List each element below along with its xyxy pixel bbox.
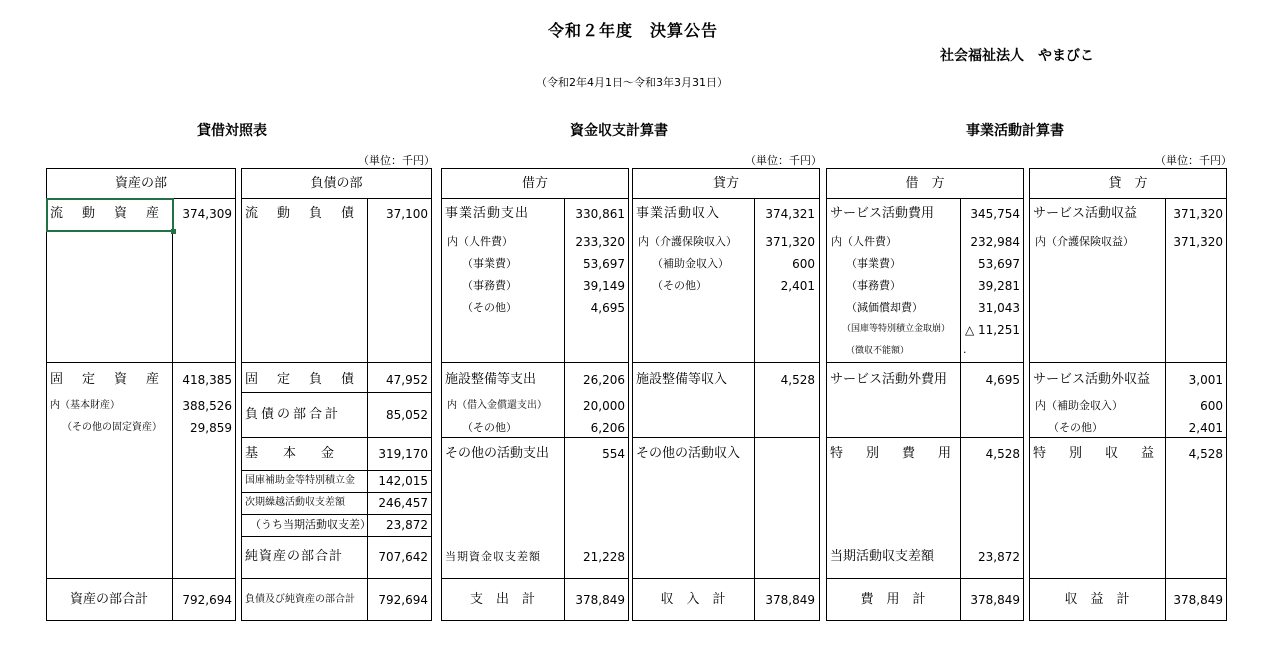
pl-revenue-total-value: 378,849 xyxy=(1173,593,1223,607)
basic-fund-label: 基 本 金 xyxy=(245,446,341,461)
assets-total-label: 資産の部合計 xyxy=(69,592,148,607)
other-expenditure-label: その他の活動支出 xyxy=(445,446,550,461)
non-service-revenue-value: 3,001 xyxy=(1188,373,1223,387)
cf-debit-header: 借方 xyxy=(521,176,548,191)
service-revenue-label: サービス活動収益 xyxy=(1033,206,1138,221)
carryover-value: 246,457 xyxy=(378,496,428,510)
service-exp-item-value: 39,281 xyxy=(978,279,1020,293)
cf-out-total-value: 378,849 xyxy=(575,593,625,607)
facility-exp-item-value: 20,000 xyxy=(583,399,625,413)
op-income-item-value: 371,320 xyxy=(765,235,815,249)
service-exp-item-label: （事務費） xyxy=(846,279,901,292)
current-period-diff-label: （うち当期活動収支差） xyxy=(250,518,371,531)
grand-total-value: 792,694 xyxy=(378,593,428,607)
unit-label-cf: （単位：千円） xyxy=(745,154,822,167)
op-income-item-label: （補助金収入） xyxy=(652,257,729,270)
pl-revenue-total-label: 収 益 計 xyxy=(1064,592,1130,607)
current-liabilities-label: 流 動 負 債 xyxy=(245,206,358,221)
op-exp-item-value: 233,320 xyxy=(575,235,625,249)
service-revenue-value: 371,320 xyxy=(1173,207,1223,221)
op-exp-item-label: （事業費） xyxy=(462,257,517,270)
service-exp-item-label: （国庫等特別積立金取崩） xyxy=(842,324,951,334)
service-rev-item-label: 内（介護保険収益） xyxy=(1035,235,1134,248)
op-exp-item-label: 内（人件費） xyxy=(447,235,513,248)
cf-credit-header: 貸方 xyxy=(712,176,739,191)
pl-expense-total-label: 費 用 計 xyxy=(860,592,926,607)
page-title: 令和２年度 決算公告 xyxy=(548,21,719,40)
liabilities-total-value: 85,052 xyxy=(386,408,428,422)
net-assets-total-value: 707,642 xyxy=(378,550,428,564)
current-assets-label: 流 動 資 産 xyxy=(50,206,163,221)
non-service-expense-value: 4,695 xyxy=(985,373,1020,387)
service-exp-item-value: 53,697 xyxy=(978,257,1020,271)
op-exp-item-label: （事務費） xyxy=(462,279,517,292)
balance-sheet-title: 貸借対照表 xyxy=(197,123,267,139)
current-assets-value: 374,309 xyxy=(182,207,232,221)
non-service-rev-item-value: 2,401 xyxy=(1188,421,1223,435)
service-exp-item-label: 内（人件費） xyxy=(831,235,897,248)
cf-out-total-label: 支 出 計 xyxy=(469,592,535,607)
op-expenditure-label: 事業活動支出 xyxy=(445,206,530,221)
special-revenue-value: 4,528 xyxy=(1188,447,1223,461)
service-exp-item-label: （徴収不能額） xyxy=(846,346,910,356)
assets-table xyxy=(46,168,236,621)
op-income-item-label: （その他） xyxy=(652,279,707,292)
cashflow-title: 資金収支計算書 xyxy=(570,123,668,139)
service-exp-item-value: △ 11,251 xyxy=(964,323,1020,337)
liabilities-total-label: 負債の部合計 xyxy=(245,407,342,422)
basic-property-value: 388,526 xyxy=(182,399,232,413)
liabilities-header: 負債の部 xyxy=(310,176,363,191)
cf-diff-label: 当期資金収支差額 xyxy=(445,550,541,563)
op-exp-item-value: 53,697 xyxy=(583,257,625,271)
fixed-assets-label: 固 定 資 産 xyxy=(50,372,163,387)
grand-total-label: 負債及び純資産の部合計 xyxy=(245,594,355,605)
assets-total-value: 792,694 xyxy=(182,593,232,607)
facility-exp-item-label: （その他） xyxy=(462,421,517,434)
op-income-item-label: 内（介護保険収入） xyxy=(638,235,737,248)
service-exp-item-value: 232,984 xyxy=(970,235,1020,249)
cf-in-total-value: 378,849 xyxy=(765,593,815,607)
other-expenditure-value: 554 xyxy=(602,447,625,461)
op-exp-item-label: （その他） xyxy=(462,301,517,314)
selected-cell[interactable] xyxy=(46,198,174,232)
non-service-rev-item-label: 内（補助金収入） xyxy=(1035,399,1123,412)
special-revenue-label: 特 別 収 益 xyxy=(1033,446,1160,461)
fixed-liabilities-value: 47,952 xyxy=(386,373,428,387)
special-expense-value: 4,528 xyxy=(985,447,1020,461)
other-fixed-assets-label: （その他の固定資産） xyxy=(62,422,162,433)
op-income-label: 事業活動収入 xyxy=(636,206,721,221)
subsidy-reserve-value: 142,015 xyxy=(378,474,428,488)
facility-exp-item-label: 内（借入金償還支出） xyxy=(447,400,547,411)
pl-expense-total-value: 378,849 xyxy=(970,593,1020,607)
service-expense-value: 345,754 xyxy=(970,207,1020,221)
basic-property-label: 内（基本財産） xyxy=(50,400,120,411)
unit-label-pl: （単位：千円） xyxy=(1155,154,1232,167)
basic-fund-value: 319,170 xyxy=(378,447,428,461)
pl-credit-header: 貸 方 xyxy=(1108,176,1148,191)
fiscal-period: （令和2年4月1日～令和3年3月31日） xyxy=(536,76,728,89)
service-exp-item-value: . xyxy=(963,343,967,356)
op-exp-item-value: 4,695 xyxy=(590,301,625,315)
op-income-value: 374,321 xyxy=(765,207,815,221)
other-income-label: その他の活動収入 xyxy=(636,446,741,461)
op-income-item-value: 2,401 xyxy=(780,279,815,293)
facility-exp-item-value: 6,206 xyxy=(590,421,625,435)
pl-debit-header: 借 方 xyxy=(905,176,945,191)
activity-statement-title: 事業活動計算書 xyxy=(966,123,1064,139)
facility-expenditure-value: 26,206 xyxy=(583,373,625,387)
subsidy-reserve-label: 国庫補助金等特別積立金 xyxy=(245,475,355,486)
fixed-assets-value: 418,385 xyxy=(182,373,232,387)
service-rev-item-value: 371,320 xyxy=(1173,235,1223,249)
special-expense-label: 特 別 費 用 xyxy=(830,446,957,461)
non-service-rev-item-label: （その他） xyxy=(1048,421,1103,434)
non-service-revenue-label: サービス活動外収益 xyxy=(1033,372,1151,387)
fill-handle[interactable] xyxy=(171,229,176,234)
non-service-rev-item-value: 600 xyxy=(1200,399,1223,413)
facility-income-value: 4,528 xyxy=(780,373,815,387)
pl-diff-label: 当期活動収支差額 xyxy=(830,549,935,564)
cf-diff-value: 21,228 xyxy=(583,550,625,564)
op-exp-item-value: 39,149 xyxy=(583,279,625,293)
current-period-diff-value: 23,872 xyxy=(386,518,428,532)
organization-name: 社会福祉法人 やまびこ xyxy=(940,48,1094,64)
op-expenditure-value: 330,861 xyxy=(575,207,625,221)
current-liabilities-value: 37,100 xyxy=(386,207,428,221)
service-exp-item-label: （事業費） xyxy=(846,257,901,270)
facility-income-label: 施設整備等収入 xyxy=(636,372,728,387)
pl-diff-value: 23,872 xyxy=(978,550,1020,564)
other-fixed-assets-value: 29,859 xyxy=(190,421,232,435)
service-expense-label: サービス活動費用 xyxy=(830,206,935,221)
service-exp-item-value: 31,043 xyxy=(978,301,1020,315)
facility-expenditure-label: 施設整備等支出 xyxy=(445,372,537,387)
net-assets-total-label: 純資産の部合計 xyxy=(245,549,344,564)
unit-label-bs: （単位：千円） xyxy=(358,154,435,167)
carryover-label: 次期繰越活動収支差額 xyxy=(245,497,345,508)
non-service-expense-label: サービス活動外費用 xyxy=(830,372,948,387)
service-exp-item-label: （減価償却費） xyxy=(846,301,923,314)
op-income-item-value: 600 xyxy=(792,257,815,271)
fixed-liabilities-label: 固 定 負 債 xyxy=(245,372,358,387)
cf-in-total-label: 収 入 計 xyxy=(660,592,726,607)
assets-header: 資産の部 xyxy=(114,176,167,191)
